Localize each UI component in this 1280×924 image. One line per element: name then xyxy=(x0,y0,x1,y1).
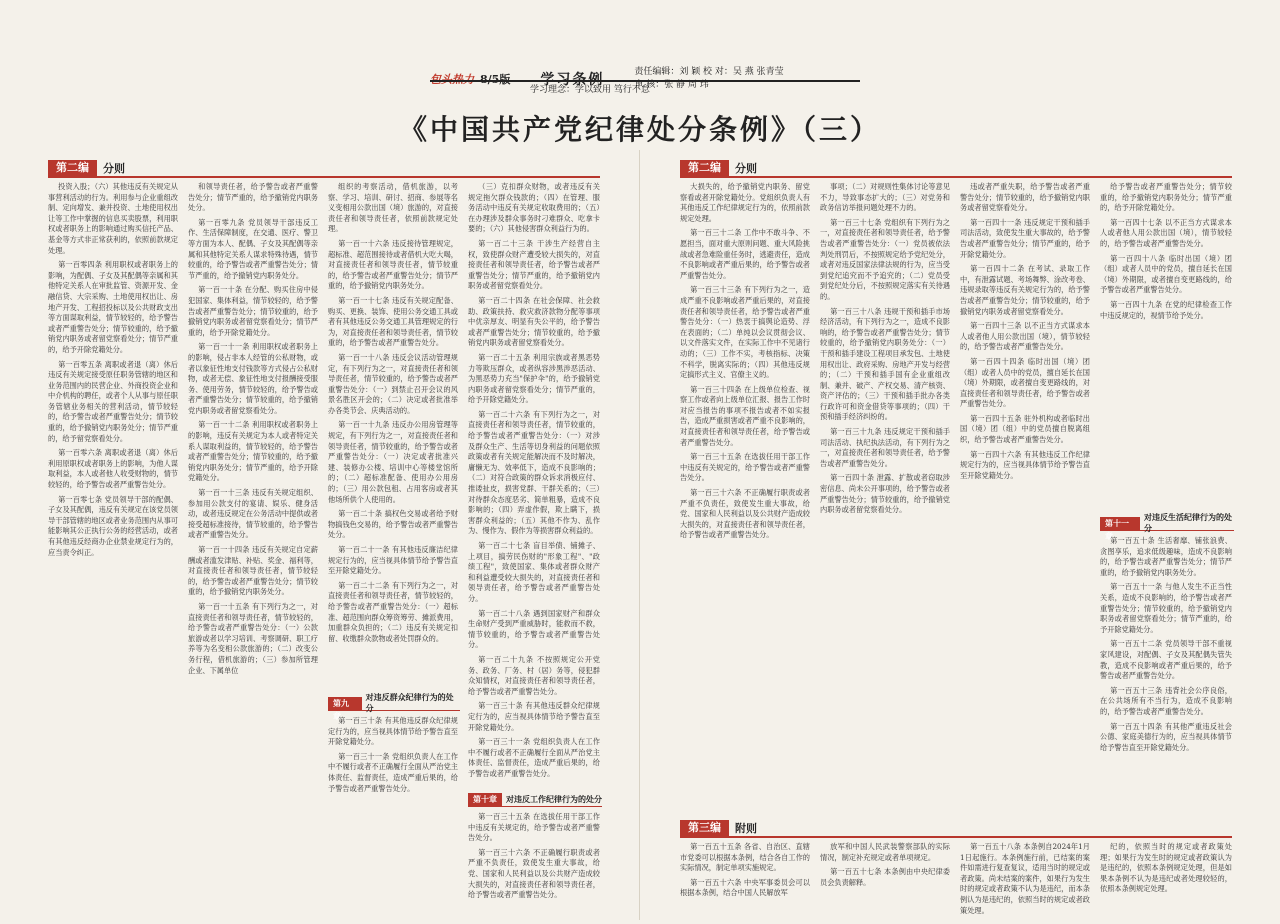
article-paragraph: 组织的考察活动，借机旅游，以考察、学习、培训、研讨、招商、参展等名义变相用公款出国（境）旅游的，对直接责任者和领导责任者，依照前款规定处理。 xyxy=(328,182,458,234)
masthead xyxy=(430,64,870,94)
article-paragraph: 纪的，依照当时的规定或者政策处理；如果行为发生时的规定或者政策认为是违纪的，依照本条例规定处理，但是如果本条例不认为是违纪或者处理较轻的，依照本条例规定处理。 xyxy=(1100,842,1232,894)
article-paragraph: 第一百零五条 离职或者退（离）休后违反有关规定接受原任职务管辖的地区和业务范围内的民营企业、外商投资企业和中介机构的聘任，或者个人从事与原任职务管辖业务相关的营利活动，情节较轻的，给予警告或者严重警告处分；情节较重的，给予撤销党内职务处分；情节严重的，给予留党察看处分。 xyxy=(48,359,178,443)
appendix-bar xyxy=(680,820,1232,838)
chapter-name: 对违反工作纪律行为的处分 xyxy=(506,793,602,804)
article-paragraph: 第一百二十二条 有下列行为之一，对直接责任者和领导责任者，情节较轻的，给予警告或者严重警告处分：（一）超标准、超范围向群众筹资筹劳、摊派费用，加重群众负担的；（二）违反有关规定扣留、收缴群众款物或者处罚群众的。 xyxy=(328,580,458,643)
section-bar-right xyxy=(680,160,1232,178)
article-paragraph: 第一百三十条 有其他违反群众纪律规定行为的，应当视具体情节给予警告直至开除党籍处分。 xyxy=(468,701,600,732)
column-5 xyxy=(680,182,810,802)
article-paragraph: 第一百五十条 生活奢靡、铺张浪费、贪图享乐，追求低级趣味，造成不良影响的，给予警告或者严重警告处分；情节严重的，给予撤销党内职务处分。 xyxy=(1100,536,1232,577)
article-paragraph: 第一百二十九条 不按照规定公开党务、政务、厂务、村（居）务等，侵犯群众知情权，对直接责任者和领导责任者，给予警告或者严重警告处分。 xyxy=(468,654,600,696)
article-paragraph: 第一百三十五条 在选拔任用干部工作中违反有关规定的，给予警告或者严重警告处分。 xyxy=(680,452,810,483)
article-paragraph: 第一百三十九条 违反规定干预和插手司法活动、执纪执法活动，有下列行为之一，对直接责任者和领导责任者，给予警告或者严重警告处分。 xyxy=(820,427,950,468)
article-paragraph: 第一百三十七条 党组织有下列行为之一，对直接责任者和领导责任者，给予警告或者严重警告处分：（一）党员被依法判处刑罚后，不按照规定给予党纪处分，或者对违反国家法律法规的行为，应当受到党纪追究而不予追究的；（二）党员受到党纪处分后，不按照规定落实有关待遇的。 xyxy=(820,217,950,301)
article-paragraph: 第一百零四条 利用职权或者职务上的影响，为配偶、子女及其配偶等亲属和其他特定关系人在审批监管、资源开发、金融信贷、大宗采购、土地使用权出让、房地产开发、工程招投标以及公共财政支出等方面谋取利益，情节较轻的，给予警告或者严重警告处分；情节较重的，给予撤销党内职务或者留党察看处分；情节严重的，给予开除党籍处分。 xyxy=(48,260,178,354)
article-paragraph: 第一百五十三条 违背社会公序良俗，在公共场所有不当行为，造成不良影响的，给予警告或者严重警告处分。 xyxy=(1100,685,1232,716)
article-paragraph: 第一百三十一条 党组织负责人在工作中不履行或者不正确履行全面从严治党主体责任、监督责任，造成严重后果的，给予警告或者严重警告处分。 xyxy=(468,737,600,778)
article-paragraph: 第一百二十四条 在社会保障、社会救助、政策扶持、救灾救济款物分配等事项中优亲厚友、明显有失公平的，给予警告或者严重警告处分；情节较重的，给予撤销党内职务或者留党察看处分。 xyxy=(468,295,600,348)
article-paragraph: 第一百零七条 党员领导干部的配偶、子女及其配偶，违反有关规定在该党员领导干部管辖的地区或者业务范围内从事可能影响其公正执行公务的经营活动，或者有其他违反经商办企业禁业规定行为的，应当责令纠正。 xyxy=(48,494,178,557)
chapter-9-bar xyxy=(328,692,460,721)
article-paragraph: 第一百四十八条 临时出国（境）团（组）或者人员中的党员，擅自延长在国（境）外期限，或者擅自变更路线的，给予警告或者严重警告处分。 xyxy=(1100,253,1232,295)
column-8 xyxy=(1100,182,1232,512)
article-paragraph: （三）克扣群众财物，或者违反有关规定拖欠群众钱款的；（四）在管理、服务活动中违反有关规定收取费用的；（五）在办理涉及群众事务时刁难群众、吃拿卡要的；（六）其他侵害群众利益行为的。 xyxy=(468,182,600,234)
article-paragraph: 第一百四十一条 违反规定干预和插手司法活动，致使发生重大事故的，给予警告或者严重警告处分；情节严重的，给予开除党籍处分。 xyxy=(960,217,1090,259)
article-paragraph: 第一百四十五条 驻外机构或者临时出国（境）团（组）中的党员擅自脱离组织，给予警告或者严重警告处分。 xyxy=(960,413,1090,445)
article-paragraph: 第一百三十二条 工作中不敢斗争、不愿担当，面对重大原则问题、重大风险挑战或者急难险重任务时，逃避责任，造成不良影响或者严重后果的，给予警告或者严重警告处分。 xyxy=(680,228,810,280)
article-paragraph: 第一百二十一条 有其他违反廉洁纪律规定行为的，应当视具体情节给予警告直至开除党籍处分。 xyxy=(328,545,458,576)
page-number: 8/5版 xyxy=(480,73,511,86)
article-paragraph: 第一百一十五条 有下列行为之一，对直接责任者和领导责任者，情节较轻的，给予警告或者严重警告处分：（一）公款旅游或者以学习培训、考察调研、职工疗养等为名变相公款旅游的；（二）改变公务行程，借机旅游的；（三）参加所管理企业、下属单位 xyxy=(188,601,318,675)
article-paragraph: 第一百一十七条 违反有关规定配备、购买、更换、装饰、使用公务交通工具或者有其他违反公务交通工具管理规定的行为，对直接责任者和领导责任者，情节较重的，给予警告或者严重警告处分。 xyxy=(328,295,458,348)
article-paragraph: 第一百零六条 离职或者退（离）休后利用原职权或者职务上的影响，为他人谋取利益，本人或者他人收受财物的，情节较轻的，给予警告或者严重警告处分。 xyxy=(48,448,178,490)
article-paragraph: 第一百一十九条 违反办公用房管理等规定，有下列行为之一，对直接责任者和领导责任者，情节较重的，给予警告或者严重警告处分：（一）决定或者批准兴建、装修办公楼、培训中心等楼堂馆所的；（二）超标准配备、使用办公用房的；（三）用公款包租、占用客房或者其他场所供个人使用的。 xyxy=(328,420,458,504)
article-paragraph: 第一百三十五条 在选拔任用干部工作中违反有关规定的，给予警告或者严重警告处分。 xyxy=(468,812,600,843)
article-paragraph: 第一百三十八条 违规干预和插手市场经济活动，有下列行为之一，造成不良影响的，给予警告或者严重警告处分；情节较重的，给予撤销党内职务处分：（一）干预和插手建设工程项目承发包、土地使用权出让、政府采购、房地产开发与经营的；（二）干预和插手国有企业重组改制、兼并、破产、产权交易、清产核资、资产评估的；（三）干预和插手批办各类行政许可和资金借贷等事项的；（四）干预和插手经济纠纷的。 xyxy=(820,306,950,422)
appendix-column-3 xyxy=(960,842,1090,916)
section-name-label: 分则 xyxy=(735,162,757,175)
column-4 xyxy=(468,182,600,782)
chapter-tag: 第九章 xyxy=(328,697,362,710)
chapter-tag: 第十一章 xyxy=(1100,517,1140,530)
article-paragraph: 第一百二十条 搞权色交易或者给予财物搞钱色交易的，给予警告或者严重警告处分。 xyxy=(328,509,458,540)
article-paragraph: 第一百三十一条 党组织负责人在工作中不履行或者不正确履行全面从严治党主体责任、监督责任，造成严重后果的，给予警告或者严重警告处分。 xyxy=(328,751,458,793)
article-paragraph: 第一百五十一条 与他人发生不正当性关系，造成不良影响的，给予警告或者严重警告处分；情节较重的，给予撤销党内职务或者留党察看处分；情节严重的，给予开除党籍处分。 xyxy=(1100,582,1232,634)
article-paragraph: 和领导责任者，给予警告或者严重警告处分；情节严重的，给予撤销党内职务处分。 xyxy=(188,182,318,213)
article-paragraph: 第一百三十六条 不正确履行职责或者严重不负责任，致使发生重大事故，给党、国家和人民利益以及公共财产造成较大损失的，对直接责任者和领导责任者，给予警告或者严重警告处分。 xyxy=(680,488,810,540)
article-paragraph: 第一百一十三条 违反有关规定组织、参加用公款支付的宴请、娱乐、健身活动，或者违反规定在公务活动中提供或者接受超标准接待，情节较重的，给予警告或者严重警告处分。 xyxy=(188,488,318,540)
column-3b xyxy=(328,716,458,912)
article-paragraph: 第一百二十五条 利用宗族或者黑恶势力等欺压群众，或者纵容涉黑涉恶活动、为黑恶势力充当"保护伞"的，给予撤销党内职务或者留党察看处分；情节严重的，给予开除党籍处分。 xyxy=(468,352,600,405)
article-paragraph: 第一百五十六条 中央军事委员会可以根据本条例，结合中国人民解放军 xyxy=(680,877,810,898)
editor-line: 责任编辑：刘 颖 校 对：吴 燕 张青莹 xyxy=(634,67,784,77)
motto: 学习理念：学以致用 笃行不怠 xyxy=(530,85,650,95)
section-tag: 第二编 xyxy=(680,160,729,176)
article-paragraph: 第一百一十一条 利用职权或者职务上的影响，侵占非本人经管的公私财物，或者以象征性地支付钱款等方式侵占公私财物，或者无偿、象征性地支付报酬接受服务、使用劳务，情节较轻的，给予警告或者严重警告处分；情节较重的，给予撤销党内职务或者留党察看处分。 xyxy=(188,342,318,415)
article-paragraph: 第一百四十三条 以不正当方式谋求本人或者他人用公款出国（境），情节较轻的，给予警告或者严重警告处分。 xyxy=(960,321,1090,352)
article-paragraph: 第一百零九条 党员领导干部违反工作、生活保障制度，在交通、医疗、警卫等方面为本人、配偶、子女及其配偶等亲属和其他特定关系人谋求特殊待遇，情节较重的，给予警告或者严重警告处分；情节严重的，给予撤销党内职务处分。 xyxy=(188,217,318,280)
column-1 xyxy=(48,182,178,912)
section-tag: 第二编 xyxy=(48,160,97,176)
chapter-11-bar xyxy=(1100,512,1234,541)
column-6 xyxy=(820,182,950,802)
article-paragraph: 第一百二十七条 盲目举债、铺摊子、上项目，搞劳民伤财的"形象工程"、"政绩工程"，致使国家、集体或者群众财产和利益遭受较大损失的，对直接责任者和领导责任者，给予警告或者严重警告处分。 xyxy=(468,541,600,603)
column-2 xyxy=(188,182,318,912)
article-paragraph: 第一百五十七条 本条例由中央纪律委员会负责解释。 xyxy=(820,867,950,887)
review-line: 审 核：张 静 周 玮 xyxy=(634,80,709,90)
column-3 xyxy=(328,182,458,690)
appendix-column-2 xyxy=(820,842,950,916)
section-bar-left xyxy=(48,160,600,178)
page-title: 《中国共产党纪律处分条例》（三） xyxy=(398,113,881,146)
article-paragraph: 第一百一十八条 违反会议活动管理规定，有下列行为之一，对直接责任者和领导责任者，情节较重的，给予警告或者严重警告处分：（一）到禁止召开会议的风景名胜区开会的；（二）决定或者批准举办各类节会、庆典活动的。 xyxy=(328,352,458,415)
article-paragraph: 违或者严重失职，给予警告或者严重警告处分；情节较重的，给予撤销党内职务或者留党察看处分。 xyxy=(960,182,1090,213)
brand-name: 包头热力 xyxy=(430,73,474,86)
article-paragraph: 第一百四十九条 在党的纪律检查工作中违反规定的，视情节给予处分。 xyxy=(1100,299,1232,320)
section-name-label: 分则 xyxy=(103,162,125,175)
article-paragraph: 第一百四十二条 在考试、录取工作中，有泄露试题、考场舞弊、涂改考卷、违规录取等违反有关规定行为的，给予警告或者严重警告处分；情节较重的，给予撤销党内职务或者留党察看处分。 xyxy=(960,264,1090,316)
chapter-name: 对违反群众纪律行为的处分 xyxy=(365,692,454,713)
chapter-name: 对违反生活纪律行为的处分 xyxy=(1144,512,1232,533)
column-4b xyxy=(468,812,600,912)
column-8b xyxy=(1100,536,1232,806)
article-paragraph: 第一百一十六条 违反接待管理规定，超标准、超范围接待或者借机大吃大喝，对直接责任者和领导责任者，情节较重的，给予警告或者严重警告处分；情节严重的，给予撤销党内职务处分。 xyxy=(328,238,458,291)
article-paragraph: 第一百五十四条 有其他严重违反社会公德、家庭美德行为的，应当视具体情节给予警告直至开除党籍处分。 xyxy=(1100,721,1232,752)
article-paragraph: 给予警告或者严重警告处分；情节较重的，给予撤销党内职务处分；情节严重的，给予开除党籍处分。 xyxy=(1100,182,1232,213)
article-paragraph: 第一百四十条 泄露、扩散或者窃取涉密信息、尚未公开事项的，给予警告或者严重警告处分；情节较重的，给予撤销党内职务或者留党察看处分。 xyxy=(820,473,950,515)
article-paragraph: 大损失的，给予撤销党内职务、留党察看或者开除党籍处分。党组织负责人有其他违反工作纪律规定行为的，依照前款规定处理。 xyxy=(680,182,810,223)
article-paragraph: 第一百四十六条 有其他违反工作纪律规定行为的，应当视具体情节给予警告直至开除党籍处分。 xyxy=(960,449,1090,480)
article-paragraph: 投资入股；（六）其他违反有关规定从事营利活动的行为。利用参与企业重组改制、定向增发、兼并投资、土地使用权出让等工作中掌握的信息买卖股票，利用职权或者职务上的影响通过购买信托产品、基金等方式非正常获利的，依照前款规定处理。 xyxy=(48,182,178,255)
article-paragraph: 第一百三十四条 在上级单位检查、视察工作或者向上级单位汇报、报告工作时对应当报告的事项不报告或者不如实报告，造成严重损害或者严重不良影响的，对直接责任者和领导责任者，给予警告或者严重警告处分。 xyxy=(680,384,810,447)
article-paragraph: 第一百三十条 有其他违反群众纪律规定行为的，应当视具体情节给予警告直至开除党籍处分。 xyxy=(328,716,458,747)
chapter-tag: 第十章 xyxy=(468,793,502,806)
appendix-column-1 xyxy=(680,842,810,916)
article-paragraph: 第一百五十八条 本条例自2024年1月1日起施行。本条例施行前，已结案的案件如需进行复查复议，适用当时的规定或者政策。尚未结案的案件，如果行为发生时的规定或者政策不认为是违纪，而本条例认为是违纪的，依照当时的规定或者政策处理。 xyxy=(960,842,1090,915)
article-paragraph: 第一百五十五条 各省、自治区、直辖市党委可以根据本条例，结合各自工作的实际情况，制定单项实施规定。 xyxy=(680,842,810,873)
article-paragraph: 第一百一十条 在分配、购买住房中侵犯国家、集体利益，情节较轻的，给予警告或者严重警告处分；情节较重的，给予撤销党内职务或者留党察看处分；情节严重的，给予开除党籍处分。 xyxy=(188,285,318,337)
article-paragraph: 第一百一十四条 违反有关规定自定薪酬或者滥发津贴、补贴、奖金、福利等，对直接责任者和领导责任者，情节较轻的，给予警告或者严重警告处分；情节较重的，给予撤销党内职务处分。 xyxy=(188,545,318,597)
article-paragraph: 放军和中国人民武装警察部队的实际情况，制定补充规定或者单项规定。 xyxy=(820,842,950,862)
page-fold xyxy=(639,150,640,920)
article-paragraph: 第一百五十二条 党员领导干部不重视家风建设，对配偶、子女及其配偶失管失教，造成不良影响或者严重后果的，给予警告或者严重警告处分。 xyxy=(1100,639,1232,681)
article-paragraph: 事项；（二）对规则性集体讨论等意见不力，导致事态扩大的；（三）对党务和政务信访举报问题处理不力的。 xyxy=(820,182,950,213)
article-paragraph: 第一百二十八条 遇到国家财产和群众生命财产受到严重威胁时，能救而不救，情节较重的，给予警告或者严重警告处分。 xyxy=(468,608,600,650)
section-name: 学习条例 xyxy=(540,72,605,88)
article-paragraph: 第一百二十六条 有下列行为之一，对直接责任者和领导责任者，情节较重的，给予警告或者严重警告处分：（一）对涉及群众生产、生活等切身利益的问题依照政策或者有关规定能解决而不及时解决，庸懒无为、效率低下，造成不良影响的；（二）对符合政策的群众诉求消极应付、推诿扯皮，损害党群、干群关系的；（三）对待群众态度恶劣、简单粗暴，造成不良影响的；（四）弄虚作假，欺上瞒下，损害群众利益的；（五）其他不作为、乱作为、慢作为、假作为等损害群众利益的。 xyxy=(468,409,600,536)
article-paragraph: 第一百三十三条 有下列行为之一，造成严重不良影响或者严重后果的，对直接责任者和领导责任者，给予警告或者严重警告处分：（一）热衷于搞舆论造势、浮在表面的；（二）单纯以会议贯彻会议、以文件落实文件，在实际工作中不见诸行动的；（三）工作不实，考核指标、决策不科学，脱离实际的；（四）其他违反规定搞形式主义、官僚主义的。 xyxy=(680,285,810,380)
editor-credits xyxy=(634,66,783,92)
section-name-label: 附则 xyxy=(735,822,757,835)
section-tag: 第三编 xyxy=(680,820,729,836)
article-paragraph: 第一百四十七条 以不正当方式谋求本人或者他人用公款出国（境），情节较轻的，给予警告或者严重警告处分。 xyxy=(1100,217,1232,248)
chapter-10-bar xyxy=(468,792,602,807)
article-paragraph: 第一百一十二条 利用职权或者职务上的影响，违反有关规定为本人或者特定关系人谋取利益的，情节较轻的，给予警告或者严重警告处分；情节较重的，给予撤销党内职务处分；情节严重的，给予开除党籍处分。 xyxy=(188,420,318,483)
article-paragraph: 第一百四十四条 临时出国（境）团（组）或者人员中的党员，擅自延长在国（境）外期限，或者擅自变更路线的，对直接责任者和领导责任者，给予警告或者严重警告处分。 xyxy=(960,356,1090,409)
article-paragraph: 第一百三十六条 不正确履行职责或者严重不负责任，致使发生重大事故，给党、国家和人民利益以及公共财产造成较大损失的，对直接责任者和领导责任者，给予警告或者严重警告处分。 xyxy=(468,847,600,900)
article-paragraph: 第一百二十三条 干涉生产经营自主权，致使群众财产遭受较大损失的，对直接责任者和领导责任者，给予警告或者严重警告处分；情节严重的，给予撤销党内职务或者留党察看处分。 xyxy=(468,238,600,291)
appendix-column-4 xyxy=(1100,842,1232,916)
column-7 xyxy=(960,182,1090,802)
